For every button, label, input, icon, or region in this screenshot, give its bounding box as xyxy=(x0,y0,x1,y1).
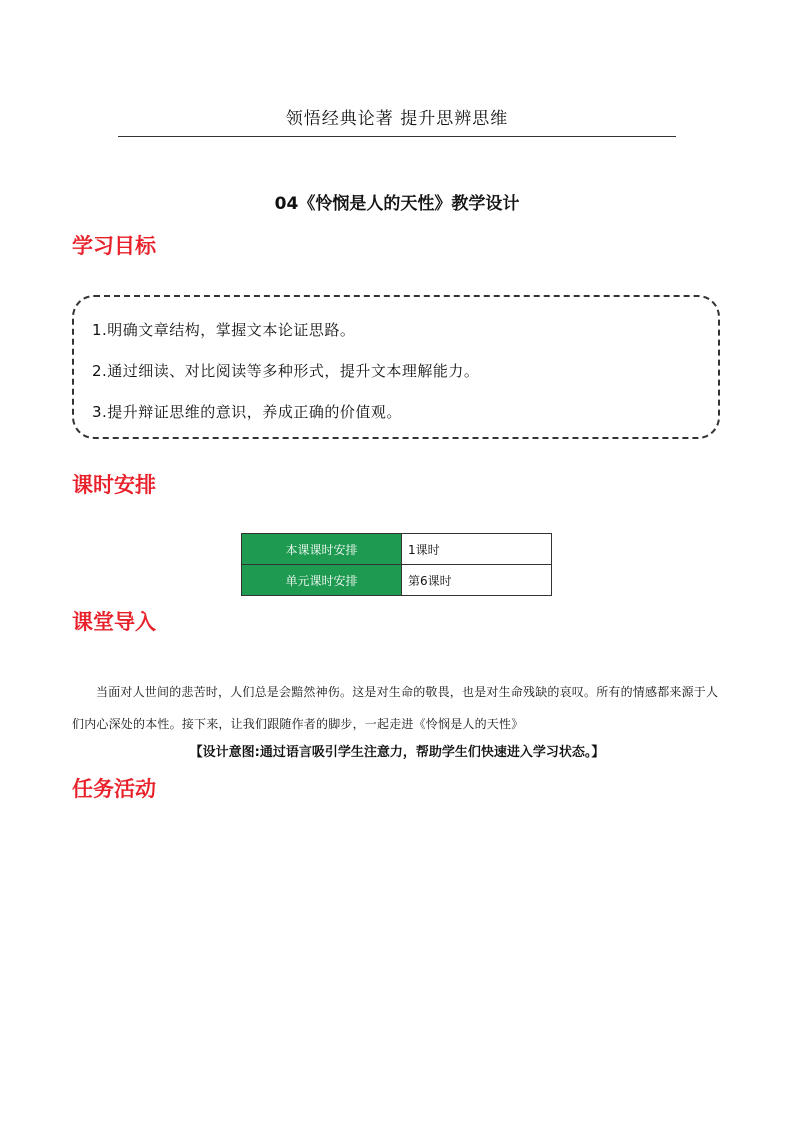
intro-heading: 课堂导入 xyxy=(72,610,156,634)
tasks-heading: 任务活动 xyxy=(72,777,156,801)
header-divider xyxy=(118,136,676,137)
schedule-table xyxy=(241,533,552,596)
table-key-cell: 本课课时安排 xyxy=(242,534,402,565)
page-header: 领悟经典论著 提升思辨思维 xyxy=(285,109,509,129)
table-value-cell: 1课时 xyxy=(402,534,552,565)
objective-item: 3.提升辩证思维的意识，养成正确的价值观。 xyxy=(92,403,402,421)
table-row xyxy=(242,565,552,596)
table-row xyxy=(242,534,552,565)
table-key-cell: 单元课时安排 xyxy=(242,565,402,596)
objectives-box xyxy=(72,295,720,439)
schedule-heading: 课时安排 xyxy=(72,473,156,497)
design-intent-note: 【设计意图:通过语言吸引学生注意力，帮助学生们快速进入学习状态。】 xyxy=(189,745,605,760)
document-title: 04《怜悯是人的天性》教学设计 xyxy=(274,194,520,214)
objective-item: 1.明确文章结构，掌握文本论证思路。 xyxy=(92,321,356,339)
objective-item: 2.通过细读、对比阅读等多种形式，提升文本理解能力。 xyxy=(92,362,480,380)
objectives-heading: 学习目标 xyxy=(72,234,156,258)
intro-paragraph: 当面对人世间的悲苦时，人们总是会黯然神伤。这是对生命的敬畏，也是对生命残缺的哀叹。所有的情感都来源于人们内心深处的本性。接下来，让我们跟随作者的脚步，一起走进《怜悯是人的天性》 xyxy=(72,685,719,731)
table-value-cell: 第6课时 xyxy=(402,565,552,596)
